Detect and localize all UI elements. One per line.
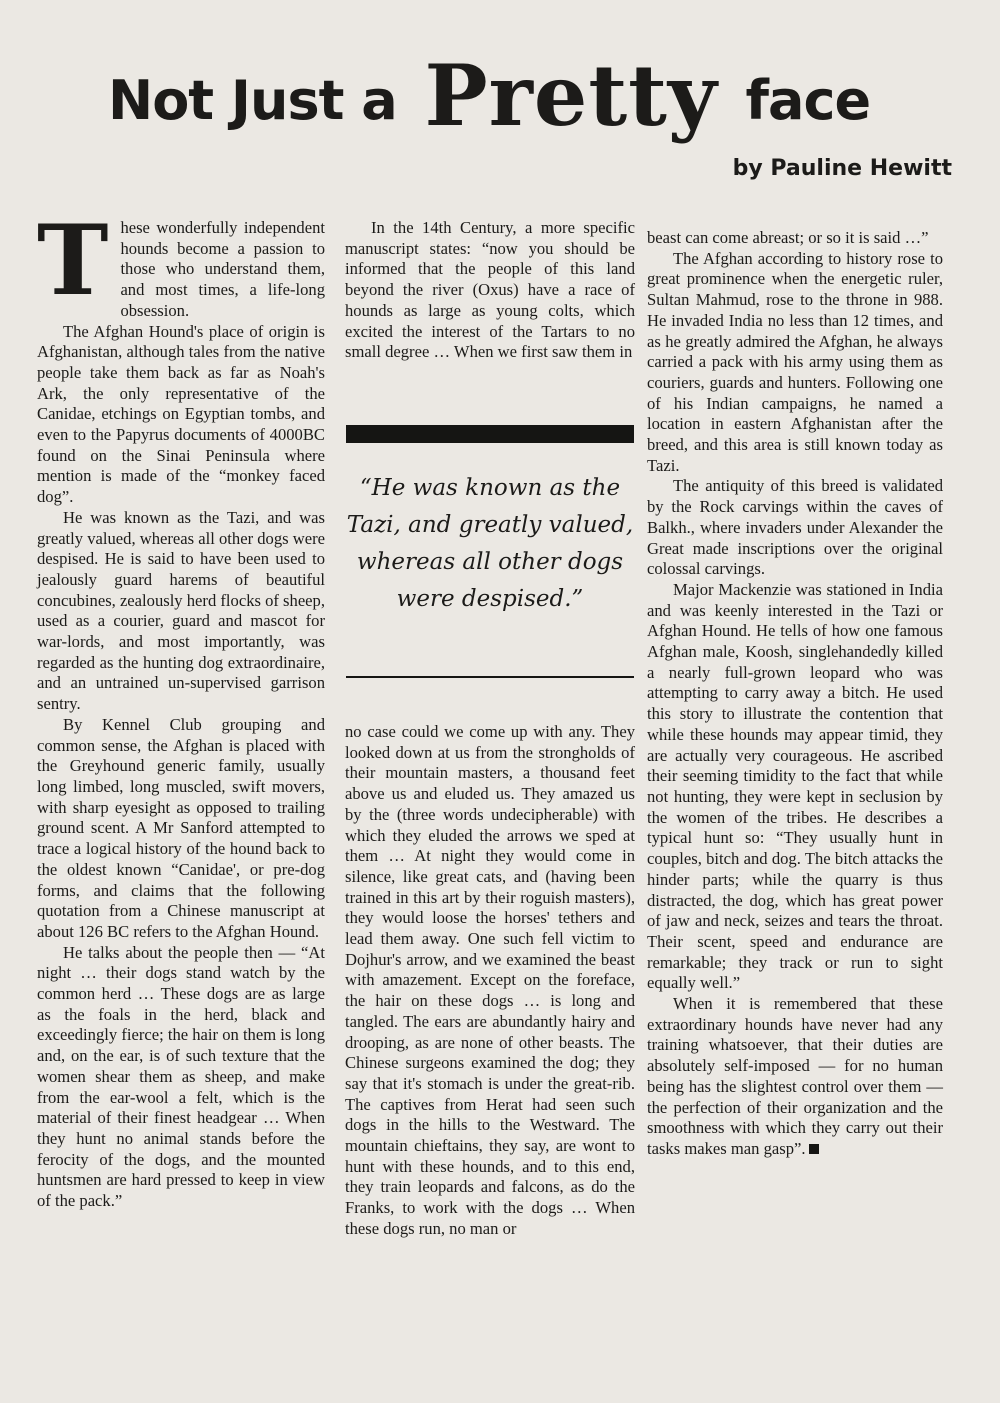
drop-cap: T xyxy=(37,204,109,317)
pull-quote-rule xyxy=(346,676,634,678)
paragraph-10: Major Mackenzie was stationed in India and was keenly interested in the Tazi or Afghan Hound. He tells of how one famous Afghan male, Koosh, singlehandedly killed a nearly full-grown leopard who was attempting to carry away a bitch. He used this story to illustrate the contention that while these hounds may appear timid, they are actually very courageous. He ascribed their seeming timidity to the fact that while not hunting, they were kept in seclusion by the women of the tribes. He describes a typical hunt so: “They usually hunt in couples, bitch and dog. The bitch attacks the hinder parts; while the quarry is thus distracted, the dog, which has great power of jaw and neck, seizes and tears the throat. Their scent, speed and endurance are remarkable; they track or run to sight equally well.” xyxy=(647,579,943,993)
byline: by Pauline Hewitt xyxy=(732,156,952,181)
paragraph-6-continued: no case could we come up with any. They looked down at us from the strongholds of their mountain masters, a thousand feet above us and eluded us. They amazed us by the (three words undecipherable) with which they eluded the arrows we sped at them … At night they would come in silence, like great cats, and (having been trained in this art by their roguish masters), they would loose the horses' tethers and lead them away. One such fell victim to Dojhur's arrow, and we examined the beast with amazement. Except on the foreface, the hair on these dogs … is long and tangled. The ears are abundantly hairy and drooping, as are none of other beasts. The Chinese surgeons examined the dog; they say that it's stomach is under the great-rib. The captives from Herat had seen such dogs in the hills to the Westward. The mountain chieftains, they say, are wont to hunt with these hounds, and to this end, they train leopards and falcons, as do the Franks, to work with the dogs … When these dogs run, no man or xyxy=(345,722,635,1238)
paragraph-1 xyxy=(37,204,325,322)
column-3 xyxy=(647,228,943,1160)
pull-quote: “He was known as the Tazi, and greatly valued, whereas all other dogs were despised.” xyxy=(346,475,634,612)
column-2-top xyxy=(345,218,635,363)
end-mark-icon xyxy=(809,1144,819,1154)
headline-part-2: face xyxy=(745,69,871,132)
paragraph-3: He was known as the Tazi, and was greatly valued, whereas all other dogs were despised. He is said to have been used to jealously guard harems of beautiful concubines, zealously herd flocks of sheep, used as a courier, guard and mascot for war-lords, and most importantly, was regarded as the hunting dog extraordinaire, and an untrained un-supervised garrison sentry. xyxy=(37,507,325,714)
headline-part-1: Not Just a xyxy=(108,69,397,132)
paragraph-6: In the 14th Century, a more specific manuscript states: “now you should be informed that the people of this land beyond the river (Oxus) have a race of hounds as large as young colts, which excited the interest of the Tartars to no small degree … When we first saw them in xyxy=(345,218,635,362)
headline-pretty: Pretty xyxy=(424,46,718,145)
paragraph-11 xyxy=(647,994,943,1160)
paragraph-8: The Afghan according to history rose to great prominence when the energetic ruler, Sultan Mahmud, rose to the throne in 988. He invaded India no less than 12 times, and as he greatly admired the Afghan, he always carried a pack with his army using them as couriers, guards and hunters. Following one of his Indian campaigns, he named a location in eastern Afghanistan after the breed, and this area is still known today as Tazi. xyxy=(647,248,943,475)
paragraph-4: By Kennel Club grouping and common sense, the Afghan is placed with the Greyhound generic family, usually long limbed, long muscled, swift movers, with sharp eyesight as opposed to trailing ground scent. A Mr Sanford attempted to trace a logical history of the hound back to the oldest known “Canidae', or pre-dog forms, and claims that the following quotation from a Chinese manuscript at about 126 BC refers to the Afghan Hound. xyxy=(37,714,325,941)
pull-quote-bar xyxy=(346,425,634,443)
article-headline xyxy=(108,40,888,150)
paragraph-1-text: hese wonderfully independent hounds become a passion to those who understand them, and most times, a life-long obsession. xyxy=(120,218,325,320)
paragraph-9: The antiquity of this breed is validated by the Rock carvings within the caves of Balkh., where invaders under Alexander the Great made inscriptions over the original colossal carvings. xyxy=(647,476,943,579)
column-2-bottom xyxy=(345,722,635,1240)
column-1 xyxy=(37,204,325,1212)
paragraph-11-text: When it is remembered that these extraordinary hounds have never had any training whatsoever, that their duties are absolutely self-imposed — for no human being has the slightest control over them — the perfection of their organization and the smoothness with which they carry out their tasks makes man gasp”. xyxy=(647,994,943,1158)
paragraph-7: beast can come abreast; or so it is said …” xyxy=(647,228,929,247)
paragraph-5: He talks about the people then — “At night … their dogs stand watch by the common herd … These dogs are as large as the foals in the herd, black and exceedingly fierce; the hair on them is long and, on the ear, is of such texture that the women shear them as sheep, and make from the ear-wool a felt, which is the material of their finest headgear … When they hunt no animal stands before the ferocity of the dogs, and the mounted huntsmen are hard pressed to keep in view of the pack.” xyxy=(37,942,325,1211)
paragraph-2: The Afghan Hound's place of origin is Afghanistan, although tales from the native people take them back as far as Noah's Ark, the only representative of the Canidae, etchings on Egyptian tombs, and even to the Papyrus documents of 4000BC found on the Sinai Peninsula where mention is made of the “monkey faced dog”. xyxy=(37,321,325,507)
